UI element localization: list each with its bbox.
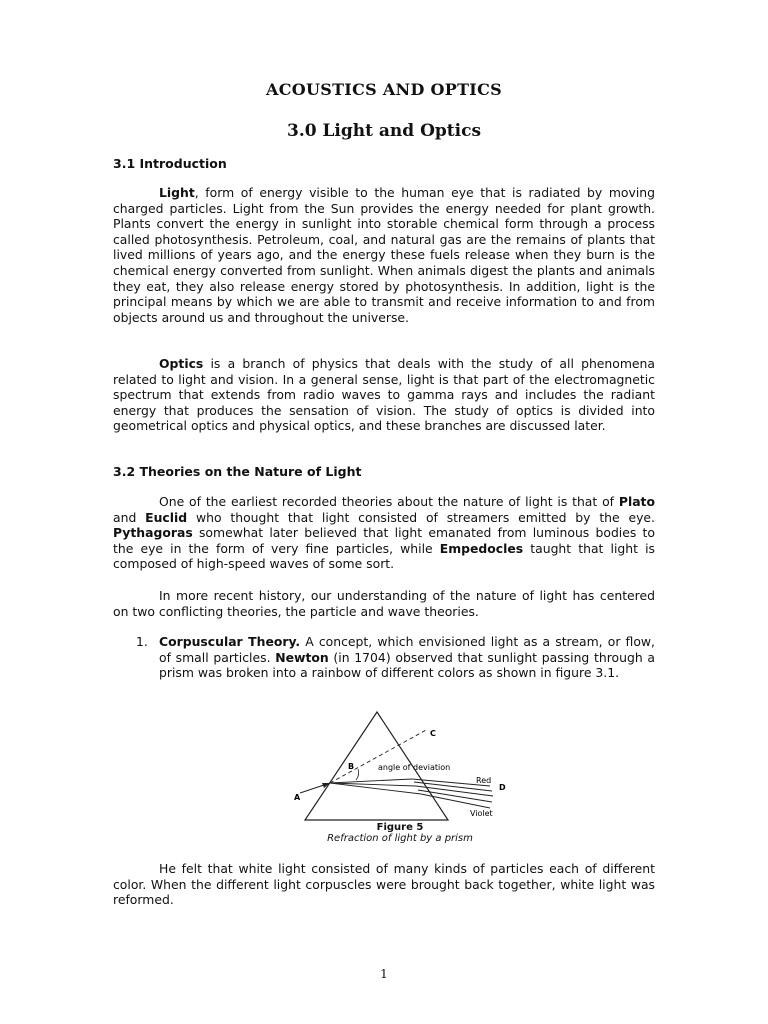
red-label: Red — [476, 776, 492, 785]
term-optics: Optics — [159, 356, 204, 371]
text-run: taught that light is composed of high-speed waves of some sort. — [113, 540, 655, 572]
figure-caption: Refraction of light by a prism — [327, 833, 473, 844]
section-heading-introduction: 3.1 Introduction — [113, 156, 227, 171]
name-euclid: Euclid — [145, 509, 188, 525]
name-newton: Newton — [275, 649, 329, 665]
paragraph-earliest-theories — [113, 494, 655, 572]
paragraph-optics-text: is a branch of physics that deals with the study of all phenomena related to light and vision. In a general sense, light is that part of the electromagnetic spectrum that extends from radio waves to gamma rays and includes the radiant energy that produces the sensation of vision. The study of optics is divided into geometrical optics and physical optics, and these branches are discussed later. — [113, 356, 655, 434]
name-pythagoras: Pythagoras — [113, 525, 193, 541]
paragraph-light-text: , form of energy visible to the human eye that is radiated by moving charged particles. Light from the Sun provides the energy needed for plant growth. Plants convert the energy in sunlight into storable chemical form through a process called photosynthesis. Petroleum, coal, and natural gas are the remains of plants that lived millions of years ago, and the energy these fuels release when they burn is the chemical energy converted from sunlight. When animals digest the plants and animals they eat, they also release energy stored by photosynthesis. In addition, light is the principal means by which we are able to transmit and receive information to and from objects around us and throughout the universe. — [113, 185, 655, 325]
section-heading-theories: 3.2 Theories on the Nature of Light — [113, 464, 362, 479]
text-run: and — [113, 509, 146, 525]
list-number: 1. — [136, 634, 148, 649]
paragraph-light — [113, 185, 655, 325]
figure-label: Figure 5 — [376, 822, 424, 833]
text-run: One of the earliest recorded theories about the nature of light is that of — [159, 494, 619, 509]
paragraph-white-light: He felt that white light consisted of many kinds of particles each of different color. When the different light corpuscles were brought back together, white light was reformed. — [113, 861, 655, 908]
text-run: who thought that light consisted of streamers emitted by the eye. — [187, 509, 655, 525]
page-number: 1 — [380, 967, 388, 981]
text-run: (in 1704) observed that sunlight passing through a prism was broken into a rainbow of different colors as shown in figure 3.1. — [159, 649, 655, 681]
deviation-arc — [356, 769, 359, 780]
point-a-label: A — [294, 793, 301, 802]
point-c-label: C — [430, 729, 436, 738]
refracted-ray-top — [330, 779, 412, 783]
term-corpuscular-theory: Corpuscular Theory. — [159, 634, 301, 649]
angle-of-deviation-label: angle of deviation — [378, 763, 451, 772]
chapter-title: 3.0 Light and Optics — [286, 121, 482, 141]
list-item-corpuscular-theory — [159, 634, 655, 681]
undeviated-path — [330, 729, 428, 783]
text-run: somewhat later believed that light emanated from luminous bodies to the eye in the form of very fine particles, while — [113, 525, 655, 556]
text-run: A concept, which envisioned light as a stream, or flow, of small particles. — [159, 634, 655, 665]
violet-label: Violet — [470, 809, 493, 818]
name-empedocles: Empedocles — [439, 540, 524, 556]
point-d-label: D — [499, 783, 506, 792]
term-light: Light — [159, 185, 195, 200]
exit-ray-3 — [416, 786, 493, 796]
paragraph-optics — [113, 356, 655, 434]
paragraph-recent-history: In more recent history, our understanding of the nature of light has centered on two conflicting theories, the particle and wave theories. — [113, 588, 655, 619]
name-plato: Plato — [618, 494, 655, 509]
point-b-label: B — [348, 762, 355, 771]
document-title: ACOUSTICS AND OPTICS — [266, 80, 502, 99]
incident-arrow — [322, 783, 330, 788]
